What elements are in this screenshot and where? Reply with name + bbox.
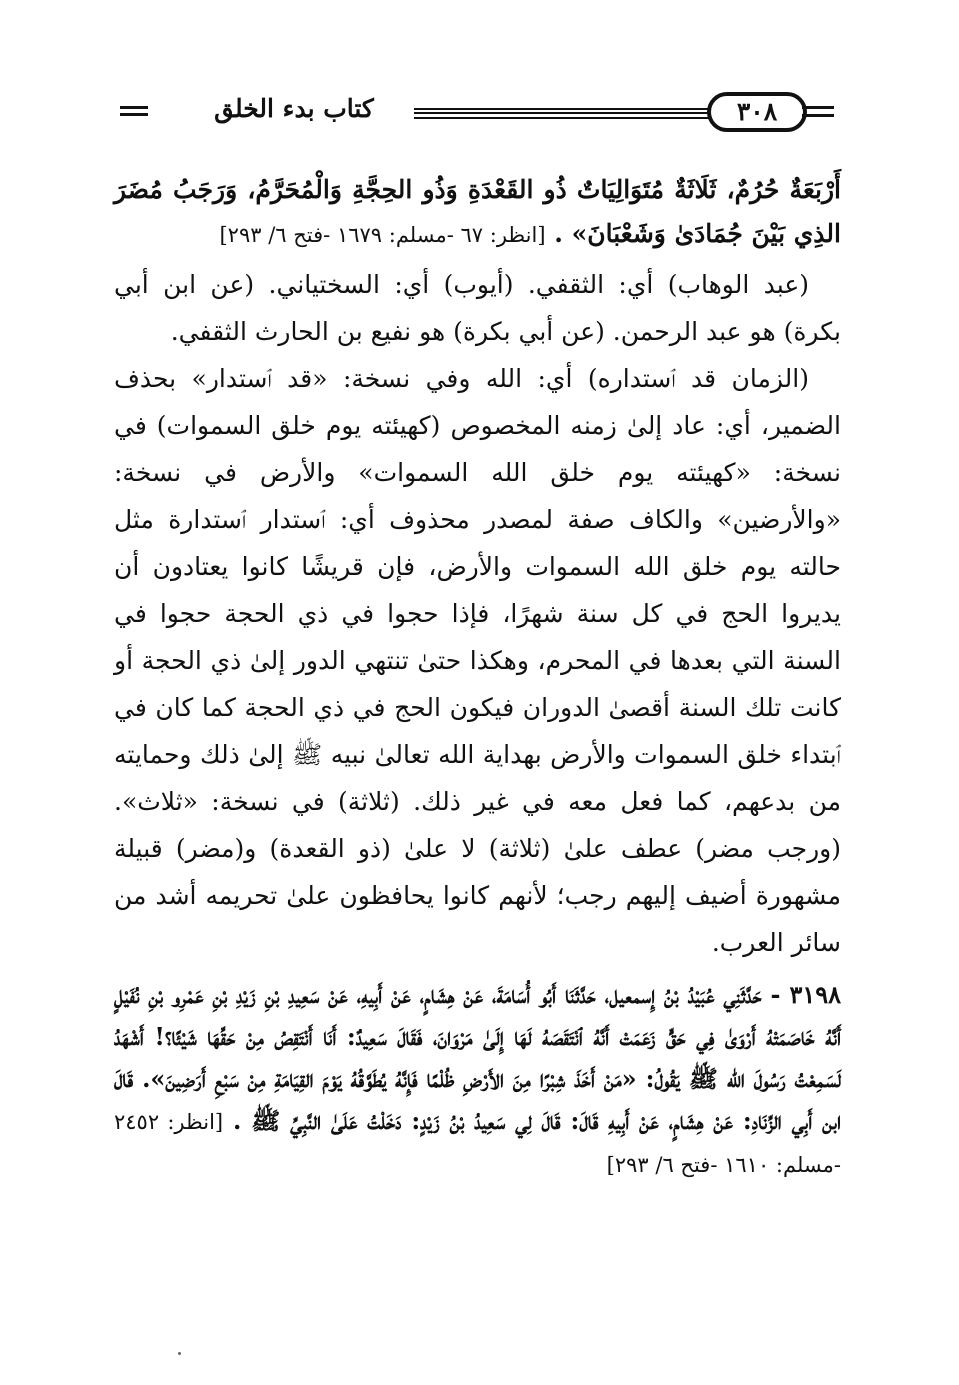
header-ornament-left xyxy=(120,106,148,116)
hadith-continuation xyxy=(114,168,841,257)
page-number: ٣٠٨ xyxy=(707,92,807,132)
commentary-paragraph-2: (الزمان قد ٱستداره) أي: الله وفي نسخة: «قد ٱستدار» بحذف الضمير، أي: عاد إلىٰ زمنه المخصوص (كهيئته يوم خلق السموات) في نسخة: «كهيئته يوم خلق الله السموات» والأرض في نسخة: «والأرضين» والكاف صفة لمصدر محذوف أي: ٱستدار ٱستدارة مثل حالته يوم خلق الله السموات والأرض، فإن قريشًا كانوا يعتادون أن يديروا الحج في كل سنة شهرًا، فإذا حجوا في ذي الحجة حجوا في السنة التي بعدها في المحرم، وهكذا حتىٰ تنتهي الدور إلىٰ ذي الحجة أو كانت تلك السنة أقصىٰ الدوران فيكون الحج في ذي الحجة كما كان في ٱبتداء خلق السموات والأرض بهداية الله تعالىٰ نبيه ﷺ إلىٰ ذلك وحمايته من بدعهم، كما فعل معه في غير ذلك. (ثلاثة) في نسخة: «ثلاث». (ورجب مضر) عطف علىٰ (ثلاثة) لا علىٰ (ذو القعدة) و(مضر) قبيلة مشهورة أضيف إليهم رجب؛ لأنهم كانوا يحافظون علىٰ تحريمه أشد من سائر العرب. xyxy=(114,364,841,957)
hadith-3198-text: ٣١٩٨ - حَدَّثَنِي عُبَيْدُ بْنُ إِسمعيل، حَدَّثَنَا أَبُو أُسَامَةَ، عَنْ هِشَامٍ، عَنْ أَبِيهِ، عَنْ سَعِيدِ بْنِ زَيْدِ بْنِ عَمْرِو بْنِ نُفَيْلٍ أَنَّهُ خَاصَمَتْهُ أَرْوَىٰ فِي حَقٍّ زَعَمَتْ أَنَّهُ ٱنْتَقَصَهُ لَهَا إِلَىٰ مَرْوَانَ، فَقَالَ سَعِيدٌ: أَنَا أَنْتَقِصُ مِنْ حَقِّهَا شَيْئًا؟! أَشْهَدُ لَسَمِعْتُ رَسُولَ الله ﷺ يَقُولُ: «مَنْ أَخَذَ شِبْرًا مِنَ الأَرْضِ ظُلْمًا فَإِنَّهُ يُطَوَّقُهُ يَوْمَ القِيَامَةِ مِنْ سَبْعِ أَرَضِينَ». قَالَ ابن أَبِي الزِّنَادِ: عَنْ هِشَامٍ، عَنْ أَبِيهِ قَالَ: قَالَ لِي سَعِيدُ بْنُ زَيْدٍ: دَخَلْتُ عَلَىٰ النَّبِيِّ ﷺ . xyxy=(114,980,842,1135)
page-header xyxy=(112,92,830,152)
hadith-3198-reference: [انظر: ٢٤٥٢ -مسلم: ١٦١٠ -فتح ٦/ ٢٩٣] xyxy=(114,1110,841,1177)
book-title: كتاب بدء الخلق xyxy=(214,94,374,123)
header-rule xyxy=(414,108,714,119)
commentary-paragraph-1: (عبد الوهاب) أي: الثقفي. (أيوب) أي: السختياني. (عن ابن أبي بكرة) هو عبد الرحمن. (عن أبي بكرة) هو نفيع بن الحارث الثقفي. xyxy=(114,270,841,346)
hadith-continuation-text: أَرْبَعَةٌ حُرُمٌ، ثَلَاثَةٌ مُتَوَالِيَاتٌ ذُو القَعْدَةِ وَذُو الحِجَّةِ وَالْمُحَرَّمُ، وَرَجَبُ مُضَرَ الذِي بَيْنَ جُمَادَىٰ وَشَعْبَانَ» . xyxy=(114,175,841,248)
page-content xyxy=(114,168,841,1186)
hadith-continuation-reference: [انظر: ٦٧ -مسلم: ١٦٧٩ -فتح ٦/ ٢٩٣] xyxy=(219,223,546,247)
page-speck xyxy=(178,1352,181,1355)
header-ornament-right xyxy=(802,106,834,117)
hadith-3198 xyxy=(114,974,841,1186)
